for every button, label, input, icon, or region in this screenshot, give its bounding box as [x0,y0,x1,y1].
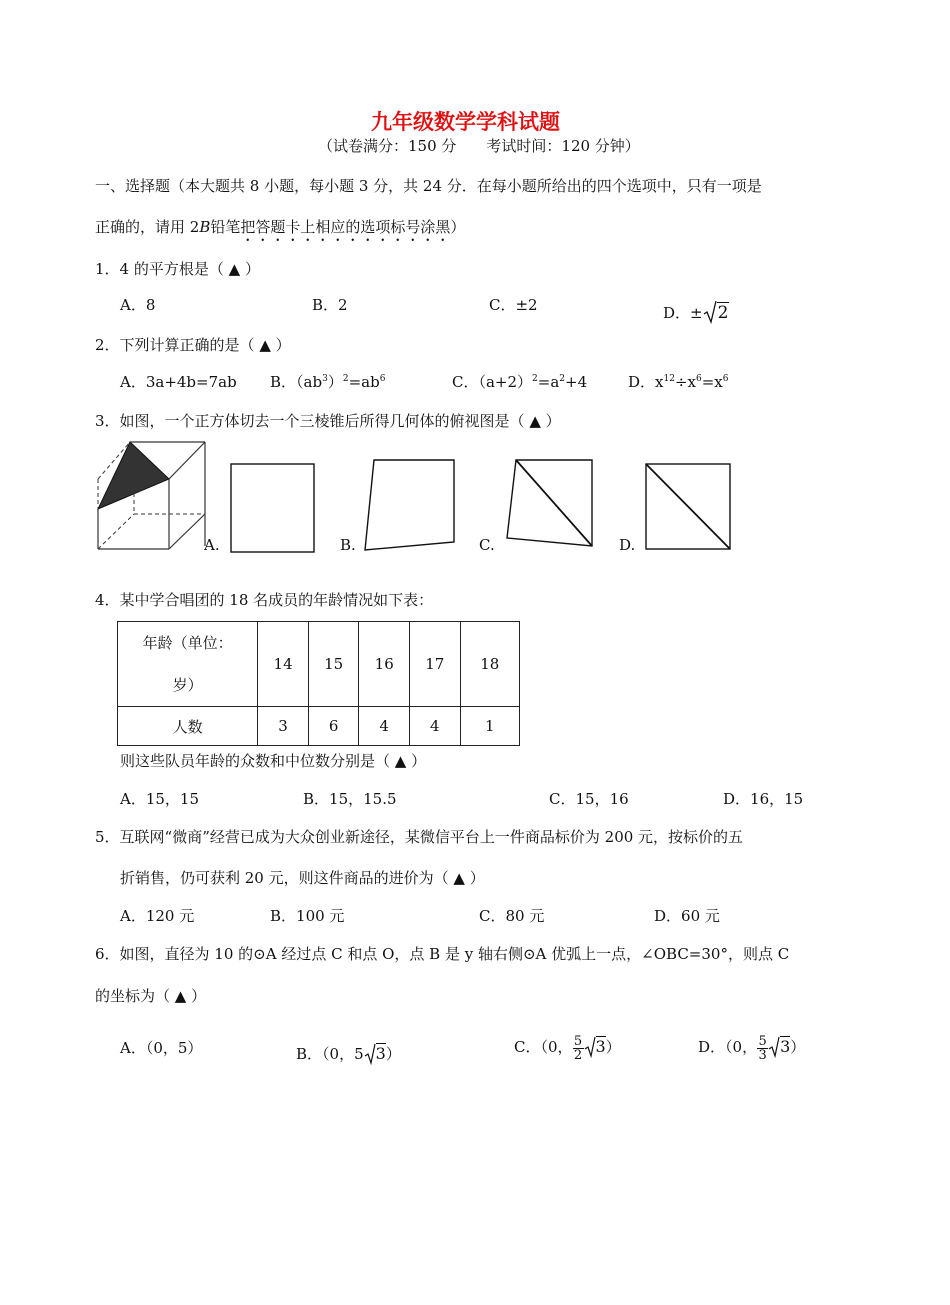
q1-option-a: A．8 [120,296,156,314]
q2-c-exp1: 2 [532,374,538,384]
q2-d-3: =x [701,373,723,391]
count-cell: 4 [409,707,460,746]
fraction-denominator: 2 [573,1047,583,1063]
age-cell-14: 14 [258,622,309,707]
q5-line2-text: 折销售，仍可获利 20 元，则这件商品的进价为（ [120,869,449,887]
q3-option-b-label: B. [340,536,356,554]
q6-option-a: A．（0，5） [120,1039,203,1057]
q5-option-a: A．120 元 [120,907,195,925]
q2-stem [95,334,291,355]
q6-b-post: ） [385,1045,401,1063]
q6-b-pre: B．（0，5 [296,1045,364,1063]
age-cell-17: 17 [409,622,460,707]
q6-c-post: ） [605,1038,621,1056]
fraction [757,1035,768,1062]
q1-close: ） [244,260,260,278]
q6-line2-text: 的坐标为（ [95,987,171,1005]
q3-option-a-label: A. [204,536,220,554]
q2-d-exp1: 12 [663,374,675,384]
q2-b-exp2: 2 [342,374,349,384]
q4-close: ） [411,752,427,770]
answer-blank-triangle: ▲ [394,752,407,770]
q3-option-d-figure [643,460,733,556]
q3-option-d-label: D. [619,536,636,554]
age-cell-15: 15 [308,622,359,707]
q6-b-radicand: 3 [375,1044,386,1063]
q3-stem [95,410,561,431]
q1-option-d [663,294,729,323]
q6-close: ） [191,987,207,1005]
q5-close: ） [469,869,485,887]
q3-option-c-label: C. [479,536,495,554]
q2-b-1: B．（ab [270,373,323,391]
answer-blank-triangle: ▲ [174,987,187,1005]
q2-c-3: +4 [565,373,588,391]
sqrt-symbol [703,294,730,323]
fraction-numerator: 5 [573,1033,583,1049]
q2-c-exp2: 2 [559,374,566,384]
answer-blank-triangle: ▲ [529,412,541,430]
q4-stem: 4．某中学合唱团的 18 名成员的年龄情况如下表： [95,591,434,609]
q6-c-radicand: 3 [595,1037,606,1056]
age-table [117,621,520,746]
q6-line2 [95,985,206,1006]
section-instructions-line1: 一、选择题（本大题共 8 小题，每小题 3 分，共 24 分．在每小题所给出的四个选项中，只有一项是 [95,177,762,195]
fraction-denominator: 3 [758,1047,767,1063]
q6-option-b [296,1037,401,1064]
q5-option-c: C．80 元 [479,907,545,925]
instr-emphasis: 把答题卡上相应的选项标号涂黑 [240,218,451,236]
age-cell-18: 18 [460,622,519,707]
q6-c-pre: C．（0， [514,1038,573,1056]
q2-option-d [628,371,728,392]
q2-option-b [270,371,385,392]
q3-option-b-figure [362,456,457,552]
q2-d-1: D．x [628,373,664,391]
q3-option-c-figure [504,456,594,552]
q1-stem-text: 1．4 的平方根是（ [95,260,224,278]
instr-pre: 正确的，请用 2 [95,218,200,236]
q2-d-exp2: 6 [695,374,702,384]
q5-option-d: D．60 元 [654,907,720,925]
q6-d-pre: D．（0， [698,1038,758,1056]
q4-option-a: A．15，15 [120,790,200,808]
sqrt-symbol [364,1037,386,1063]
age-cell-16: 16 [359,622,410,707]
q5-option-b: B．100 元 [270,907,345,925]
q5-line1: 5．互联网“微商”经营已成为大众创业新途径，某微信平台上一件商品标价为 200 元，按标价的五 [95,828,744,846]
q2-b-3: =ab [348,373,380,391]
sqrt-symbol [584,1030,606,1056]
q2-c-1: C．（a+2） [452,373,533,391]
q1-stem [95,258,260,279]
cut-triangle [98,442,169,509]
q6-line1: 6．如图，直径为 10 的⊙A 经过点 C 和点 O，点 B 是 y 轴右侧⊙A 优弧上一点，∠OBC=30°，则点 C [95,945,790,963]
q1-d-radicand: 2 [717,303,729,323]
q2-b-exp1: 3 [322,374,328,384]
count-cell: 3 [258,707,309,746]
q3-stem-text: 3．如图，一个正方体切去一个三棱锥后所得几何体的俯视图是（ [95,412,525,430]
instr-b: B [199,218,211,236]
count-cell: 4 [359,707,410,746]
q4-option-b: B．15，15.5 [303,790,397,808]
q2-b-2: ） [327,373,343,391]
instr-mid: 铅笔 [210,218,241,236]
section-instructions-line2 [95,216,465,245]
count-cell: 1 [460,707,519,746]
q5-line2 [120,867,485,888]
age-header-label-2: 岁） [172,676,203,694]
count-cell: 6 [308,707,359,746]
answer-blank-triangle: ▲ [228,260,241,278]
q2-d-exp3: 6 [722,374,729,384]
q1-option-c: C．±2 [489,296,538,314]
q6-d-post: ） [790,1038,806,1056]
q3-option-a-figure [228,460,318,556]
q2-close: ） [275,336,291,354]
fraction-numerator: 5 [758,1033,767,1049]
q6-d-radicand: 3 [780,1037,791,1056]
q2-stem-text: 2．下列计算正确的是（ [95,336,255,354]
count-header-cell: 人数 [118,707,258,746]
age-header-label-1: 年龄（单位： [142,634,233,652]
q3-close: ） [545,412,561,430]
page-subtitle: （试卷满分：150 分 考试时间：120 分钟） [318,137,640,155]
page-title: 九年级数学学科试题 [371,109,560,134]
answer-blank-triangle: ▲ [453,869,465,887]
q2-b-exp3: 6 [379,374,386,384]
cube-figure [94,439,214,554]
q1-d-pre: D．± [663,304,703,322]
q6-option-d [698,1030,805,1062]
q6-option-c [514,1030,621,1062]
fraction [573,1035,584,1062]
q4-option-c: C．15，16 [549,790,629,808]
q4-question-text: 则这些队员年龄的众数和中位数分别是（ [120,752,391,770]
answer-blank-triangle: ▲ [259,336,271,354]
q2-option-c [452,371,587,392]
age-header-cell [118,622,258,707]
sqrt-symbol [768,1030,790,1056]
q1-option-b: B．2 [312,296,348,314]
q2-d-2: ÷x [674,373,696,391]
instr-post: ） [450,218,466,236]
q4-option-d: D．16，15 [723,790,804,808]
q4-question [120,750,426,771]
q2-c-2: =a [537,373,560,391]
q2-option-a: A．3a+4b=7ab [120,373,237,391]
